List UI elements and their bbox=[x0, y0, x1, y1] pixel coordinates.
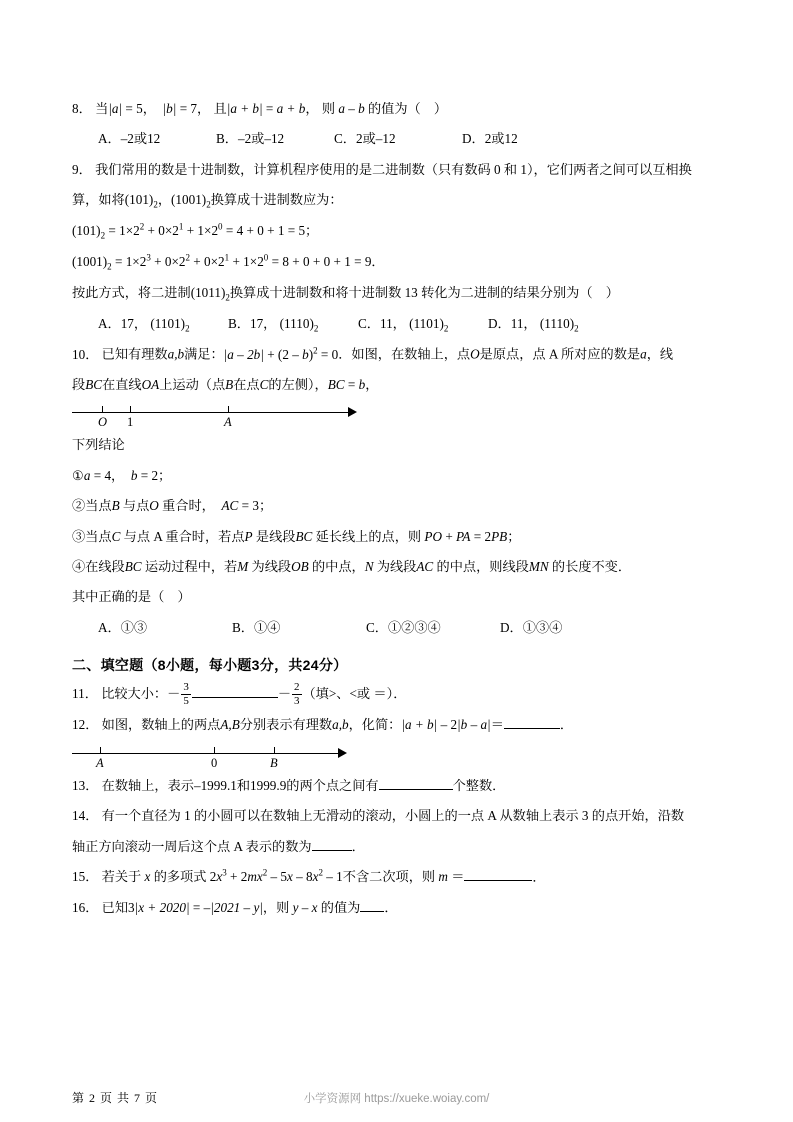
question-10-line-2: 段BC在直线OA上运动（点B在点C的左侧），BC = b， bbox=[72, 377, 379, 392]
question-8-text: 当|a| = 5， |b| = 7， 且|a + b| = a + b， 则 a – b 的值为（ ） bbox=[95, 101, 448, 116]
axis-label-a: A bbox=[96, 755, 104, 770]
question-12: 12． 如图，数轴上的两点A,B分别表示有理数a,b，化简：|a + b| – 2|b – a|＝ ． bbox=[72, 712, 721, 738]
question-9-line-2-post: 换算成十进制数应为： bbox=[210, 192, 343, 208]
question-10-conclusion-2: ②当点B 与点O 重合时， AC = 3； bbox=[72, 498, 273, 514]
question-13-text-b: 个整数． bbox=[452, 777, 506, 793]
question-9-line-1: 我们常用的数是十进制数，计算机程序使用的是二进制数（只有数码 0 和 1），它们两者之间可以互相换 bbox=[95, 161, 692, 177]
option-b[interactable]: B．–2或–12 bbox=[216, 131, 285, 147]
question-9-line-3-post: 换算成十进制数和将十进制数 13 转化为二进制的结果分别为（ ） bbox=[229, 284, 619, 300]
question-10-number-line bbox=[72, 402, 721, 432]
option-c[interactable]: C．①②③④ bbox=[366, 619, 441, 635]
axis-line bbox=[72, 412, 348, 413]
fraction-3-5: $\frac{3}{5}$ bbox=[183, 681, 189, 707]
option-c[interactable]: C．2或–12 bbox=[334, 131, 396, 147]
question-10-lead: 下列结论 bbox=[72, 437, 125, 453]
question-12-tail: ． bbox=[559, 717, 574, 733]
question-11 bbox=[72, 681, 721, 708]
axis-label-b: B bbox=[270, 755, 278, 770]
section-2-heading: 二、填空题（8小题，每小题3分，共24分） bbox=[72, 657, 348, 674]
question-10-line2-e: 的左侧）， bbox=[268, 377, 328, 392]
option-b[interactable]: B．①④ bbox=[232, 619, 281, 635]
question-12-text-c: ，化简： bbox=[348, 717, 402, 733]
question-9 bbox=[72, 157, 721, 183]
answer-blank[interactable] bbox=[360, 898, 384, 912]
question-9-options bbox=[72, 311, 721, 338]
question-14-text-a: 轴正方向滚动一周后这个点 A 表示的数为 bbox=[72, 838, 312, 854]
question-9-number: 9． bbox=[72, 161, 92, 177]
question-13-text-a: 在数轴上，表示–1999.1和1999.9的两个点之间有 bbox=[101, 777, 379, 793]
question-16-number: 16． bbox=[72, 899, 99, 915]
answer-blank[interactable] bbox=[192, 684, 278, 698]
fraction-2-3: $\frac{2}{3}$ bbox=[294, 681, 300, 707]
question-16-tail: ． bbox=[384, 899, 398, 915]
question-10-text-a: 已知有理数 bbox=[101, 346, 168, 362]
answer-blank[interactable] bbox=[504, 715, 560, 729]
question-10-line2-d: 在点 bbox=[233, 377, 260, 392]
question-10-text-e: ，线 bbox=[646, 346, 674, 362]
question-15-text: 若关于 x 的多项式 $2x^3 + 2mx^2 - 5x - 8x^2 - 1$不含二次项，则 m ＝ bbox=[101, 867, 465, 885]
question-14-line-1: 有一个直径为 1 的小圆可以在数轴上无滑动的滚动，小圆上的一点 A 从数轴上表示 3 的点开始，沿数 bbox=[101, 808, 685, 824]
option-a[interactable]: A．17， $(1101)_2$ bbox=[98, 315, 190, 334]
question-15 bbox=[72, 864, 721, 891]
question-16-text: 已知3|x + 2020| = –|2021 – y|，则 y – x 的值为 bbox=[101, 899, 361, 915]
question-10-text-c: ．如图，在数轴上，点 bbox=[338, 346, 471, 362]
option-d[interactable]: D．①③④ bbox=[500, 619, 563, 635]
question-16 bbox=[72, 895, 721, 921]
option-d[interactable]: D．11， $(1110)_2$ bbox=[488, 315, 579, 334]
axis-tick bbox=[102, 406, 103, 413]
question-9-equation-1: $(101)_2 = 1\times 2^2 + 0\times 2^1 + 1\times 2^0 = 4 + 0 + 1 = 5$； bbox=[72, 221, 319, 241]
question-10-conclusion-1: ①a = 4， b = 2； bbox=[72, 467, 172, 483]
question-10-conclusion-3: ③当点C 与点 A 重合时，若点P 是线段BC 延长线上的点，则 PO + PA = 2PB； bbox=[72, 528, 521, 544]
question-11-number: 11． bbox=[72, 686, 98, 702]
question-14 bbox=[72, 803, 721, 829]
question-12-text-a: 如图，数轴上的两点 bbox=[101, 717, 221, 733]
question-8-number: 8． bbox=[72, 101, 92, 116]
question-11-text: 比较大小： bbox=[101, 686, 168, 702]
axis-arrow-icon bbox=[348, 407, 357, 417]
question-9-line-2-pre: 算，如将 bbox=[72, 192, 125, 208]
option-d[interactable]: D．2或12 bbox=[462, 131, 518, 147]
axis-tick bbox=[214, 747, 215, 754]
axis-label-0: 0 bbox=[211, 755, 218, 770]
option-c[interactable]: C．11， $(1101)_2$ bbox=[358, 315, 449, 334]
question-8-options bbox=[72, 126, 721, 152]
question-13-number: 13． bbox=[72, 777, 99, 793]
question-12-number: 12． bbox=[72, 717, 99, 733]
axis-tick bbox=[228, 406, 229, 413]
axis-label-o: O bbox=[98, 415, 108, 430]
axis-tick bbox=[100, 747, 101, 754]
axis-line bbox=[72, 753, 338, 754]
question-9-line-3: 按此方式，将二进制$(1011)_2$换算成十进制数和将十进制数 13 转化为二进制的结果分别为（ ） bbox=[72, 284, 619, 303]
question-13 bbox=[72, 773, 721, 799]
question-10-text-b: 满足： bbox=[184, 346, 224, 362]
page-number: 第 2 页 共 7 页 bbox=[72, 1091, 159, 1105]
question-10-line2-b: 在直线 bbox=[102, 377, 142, 392]
question-14-text-b: ． bbox=[351, 838, 365, 854]
question-9-equation-2: $(1001)_2 = 1\times 2^3 + 0\times 2^2 + 0\times 2^1 + 1\times 2^0 = 8 + 0 + 0 + 1 = 9$． bbox=[72, 252, 385, 272]
answer-blank[interactable] bbox=[379, 776, 453, 790]
question-10: 10． 已知有理数a,b满足：|a – 2b| + (2 – b)$^2$ = 0．如图，在数轴上，点O是原点，点 A 所对应的数是a，线 bbox=[72, 341, 721, 368]
question-10-ask: 其中正确的是（ ） bbox=[72, 589, 191, 605]
question-9-line-3-pre: 按此方式，将二进制 bbox=[72, 284, 191, 300]
answer-blank[interactable] bbox=[312, 837, 352, 851]
option-a[interactable]: A．①③ bbox=[98, 619, 148, 635]
question-15-tail: ． bbox=[532, 869, 546, 885]
question-10-number: 10． bbox=[72, 346, 99, 362]
question-14-line-2 bbox=[72, 834, 721, 860]
minus-sign-2: － bbox=[277, 686, 291, 702]
question-10-conclusion-4: ④在线段BC 运动过程中，若M 为线段OB 的中点，N 为线段AC 的中点，则线段MN 的长度不变． bbox=[72, 559, 632, 575]
question-12-number-line bbox=[72, 743, 721, 773]
question-10-text-d: 是原点，点 A 所对应的数是 bbox=[479, 346, 641, 362]
minus-sign: － bbox=[167, 686, 181, 702]
page-footer bbox=[0, 1078, 793, 1108]
axis-label-1: 1 bbox=[127, 415, 134, 430]
axis-tick bbox=[130, 406, 131, 413]
option-a[interactable]: A．–2或12 bbox=[98, 131, 161, 147]
question-15-number: 15． bbox=[72, 869, 99, 885]
question-14-number: 14． bbox=[72, 808, 99, 824]
question-12-text-b: 分别表示有理数 bbox=[239, 717, 333, 733]
axis-tick bbox=[274, 747, 275, 754]
question-11-post: （填>、<或 ＝）． bbox=[302, 686, 407, 702]
question-12-text-d: ＝ bbox=[490, 717, 504, 733]
answer-blank[interactable] bbox=[464, 867, 532, 881]
question-10-line2-c: 上运动（点 bbox=[159, 377, 226, 392]
watermark: 小学资源网 https://xueke.woiay.com/ bbox=[303, 1093, 490, 1105]
option-b[interactable]: B．17， $(1110)_2$ bbox=[228, 315, 319, 334]
question-9-line-2: 算，如将$(101)_2$，$(1001)_2$换算成十进制数应为： bbox=[72, 192, 343, 210]
question-10-line2-a: 段 bbox=[72, 377, 86, 392]
axis-label-a: A bbox=[224, 415, 232, 430]
question-10-options bbox=[72, 615, 721, 641]
axis-arrow-icon bbox=[338, 748, 347, 758]
question-8 bbox=[72, 96, 721, 122]
